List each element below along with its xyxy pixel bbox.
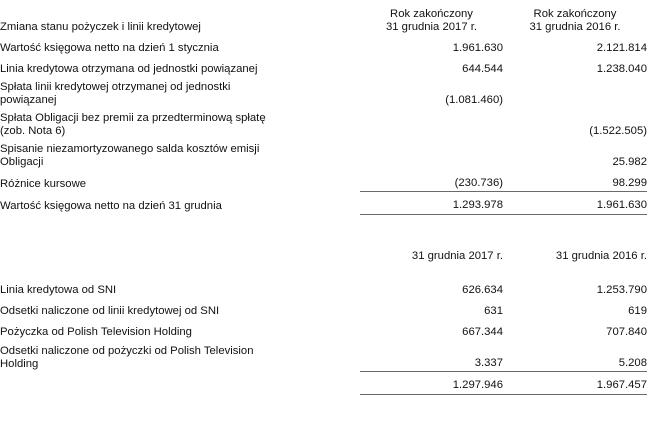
- table-row: [0, 340, 647, 372]
- table1-col2-header-line1: Rok zakończony: [533, 8, 617, 20]
- row-label: [0, 77, 360, 108]
- loans-credit-line-movement-table: [0, 0, 647, 215]
- row-value-2017: 631: [484, 305, 503, 317]
- row-label: Różnice kursowe: [0, 177, 87, 190]
- row-value-2016: 25.982: [612, 156, 647, 168]
- table2-header-spacer: [0, 241, 360, 263]
- total-label: [0, 372, 360, 395]
- row-value-2016: 707.840: [606, 326, 647, 338]
- total-value-2017: 1.293.978: [360, 192, 503, 215]
- row-label: Linia kredytowa od SNI: [0, 284, 117, 296]
- table-row: [0, 319, 647, 340]
- table-row: [0, 170, 647, 192]
- table-row: [0, 277, 647, 298]
- row-label: Linia kredytowa otrzymana od jednostki powiązanej: [0, 63, 258, 75]
- row-label-line2: Holding: [0, 357, 39, 370]
- total-value-2016: 1.967.457: [503, 372, 647, 395]
- table1-total-row: [0, 192, 647, 215]
- table2-gap-row: [0, 263, 647, 277]
- table1-col1-header-line2: 31 grudnia 2017 r.: [385, 21, 478, 33]
- table-row: [0, 108, 647, 139]
- row-label: Odsetki naliczone od linii kredytowej od SNI: [0, 305, 220, 317]
- total-label: Wartość księgowa netto na dzień 31 grudnia: [0, 199, 222, 212]
- row-label-line1: Odsetki naliczone od pożyczki od Polish Television: [0, 344, 254, 357]
- row-value-2016: 1.253.790: [596, 284, 647, 296]
- row-value-2017: (1.081.460): [445, 94, 503, 106]
- row-value-2017: 667.344: [462, 326, 503, 338]
- row-value-2017: [360, 108, 503, 139]
- table2-header-row: [0, 241, 647, 263]
- row-value-2016: [503, 77, 647, 108]
- table1-col1-header-line1: Rok zakończony: [390, 8, 473, 20]
- row-label-line1: Spłata linii kredytowej otrzymanej od jednostki: [0, 81, 231, 93]
- total-value-2016: 1.961.630: [503, 192, 647, 215]
- total-value-2017: 1.297.946: [360, 372, 503, 395]
- table1-header-row: [0, 0, 647, 35]
- row-value-2017: 3.337: [360, 340, 503, 372]
- row-value-2016: 5.208: [503, 340, 647, 372]
- row-label: [0, 108, 360, 139]
- gap-cell: [360, 263, 503, 277]
- table1-col2-header-line2: 31 grudnia 2016 r.: [529, 21, 621, 33]
- gap-cell: [503, 263, 647, 277]
- row-value-2017: 626.634: [462, 284, 503, 296]
- row-value-2016: (1.522.505): [589, 125, 647, 137]
- table1-title: Zmiana stanu pożyczek i linii kredytowej: [0, 21, 201, 33]
- row-label: [0, 139, 360, 170]
- row-label: [0, 340, 360, 372]
- row-value-2016: 98.299: [612, 177, 647, 189]
- row-value-2016: 1.238.040: [596, 63, 647, 75]
- table-row: [0, 298, 647, 319]
- borrowings-breakdown-table: [0, 241, 647, 395]
- table1-col2-header: [503, 0, 647, 35]
- table2-total-row: [0, 372, 647, 395]
- row-label-line2: Obligacji: [0, 156, 44, 168]
- row-label: Pożyczka od Polish Television Holding: [0, 326, 192, 338]
- table-row: [0, 35, 647, 56]
- row-value-2017: [360, 139, 503, 170]
- table-row: [0, 139, 647, 170]
- row-label-line2: powiązanej: [0, 94, 57, 106]
- table-row: [0, 56, 647, 77]
- table-separator-space: [0, 215, 647, 241]
- row-label-line2: (zob. Nota 6): [0, 125, 66, 137]
- table2-col1-header: 31 grudnia 2017 r.: [411, 250, 503, 262]
- table1-col1-header: [360, 0, 503, 35]
- table-row: [0, 77, 647, 108]
- row-value-2016: 619: [628, 305, 647, 317]
- row-value-2017: (230.736): [454, 177, 503, 189]
- row-value-2017: 1.961.630: [452, 42, 503, 54]
- row-label: Wartość księgowa netto na dzień 1 stycznia: [0, 42, 219, 54]
- row-value-2017: 644.544: [462, 63, 503, 75]
- row-label-line1: Spłata Obligacji bez premii za przedterminową spłatę: [0, 112, 266, 124]
- row-label-line1: Spisanie niezamortyzowanego salda kosztów emisji: [0, 143, 260, 155]
- table2-col2-header: 31 grudnia 2016 r.: [555, 250, 647, 262]
- gap-cell: [0, 263, 360, 277]
- row-value-2016: 2.121.814: [596, 42, 647, 54]
